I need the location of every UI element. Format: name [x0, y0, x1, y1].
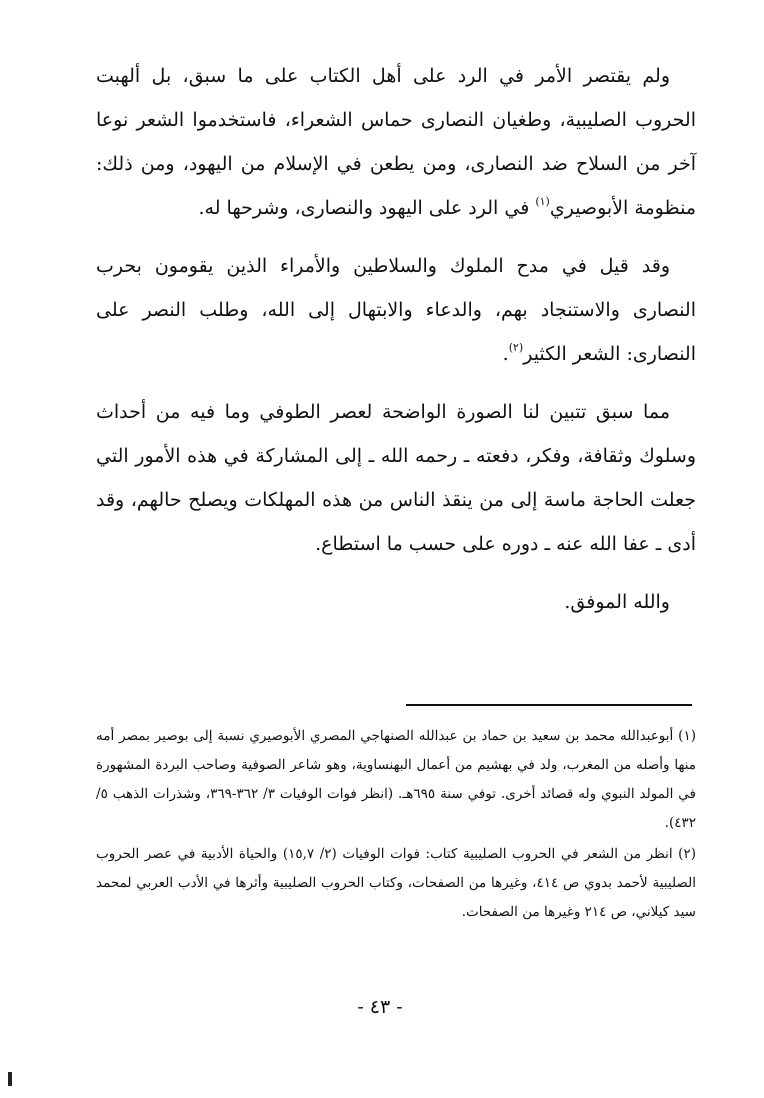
footnotes: [96, 722, 696, 929]
main-text: [96, 54, 696, 624]
paragraph-2: [96, 244, 696, 376]
footnote-ref-2: (٢): [508, 340, 524, 354]
footnote-1: (١) أبوعبدالله محمد بن سعيد بن حماد بن عبدالله الصنهاجي المصري الأبوصيري نسبة إلى بوصير بمصر أمه منها وأصله من المغرب، ولد في بهشيم من أعمال البهنساوية، وهو شاعر الصوفية وصاحب البردة المشهورة في المولد النبوي وله قصائد أخرى. توفي سنة ٦٩٥هـ. (انظر فوات الوفيات ٣/ ٣٦٢-٣٦٩، وشذرات الذهب ٥/ ٤٣٢).: [96, 728, 697, 831]
paragraph-2-text: وقد قيل في مدح الملوك والسلاطين والأمراء الذين يقومون بحرب النصارى والاستنجاد بهم، والدعاء والابتهال إلى الله، وطلب النصر على النصارى: الشعر الكثير: [96, 255, 696, 365]
footnote-ref-1: (١): [535, 194, 550, 208]
paragraph-3: مما سبق تتبين لنا الصورة الواضحة لعصر الطوفي وما فيه من أحداث وسلوك وثقافة، وفكر، دفعته ـ رحمه الله ـ إلى المشاركة في هذه الأمور التي جعلت الحاجة ماسة إلى من ينقذ الناس من هذه المهلكات ويصلح حالهم، وقد أدى ـ عفا الله عنه ـ دوره على حسب ما استطاع.: [96, 401, 696, 555]
paragraph-1-text: ولم يقتصر الأمر في الرد على أهل الكتاب على ما سبق، بل ألهبت الحروب الصليبية، وطغيان النصارى حماس الشعراء، فاستخدموا الشعر نوعا آخر من السلاح ضد النصارى، ومن يطعن في الإسلام من اليهود، ومن ذلك: منظومة الأبوصيري: [96, 65, 696, 219]
scan-edge-mark: [8, 1072, 12, 1086]
paragraph-4: والله الموفق.: [564, 591, 670, 613]
paragraph-1-end: في الرد على اليهود والنصارى، وشرحها له.: [198, 197, 536, 219]
footnote-2: (٢) انظر من الشعر في الحروب الصليبية كتاب: فوات الوفيات (٢/ ١٥,٧) والحياة الأدبية في عصر الحروب الصليبية لأحمد بدوي ص ٤١٤، وغيرها من الصفحات، وكتاب الحروب الصليبية وأثرها في الأدب العربي لمحمد سيد كيلاني، ص ٢١٤ وغيرها من الصفحات.: [96, 846, 696, 920]
page-number: - ٤٣ -: [357, 996, 403, 1018]
paragraph-1: [96, 54, 696, 230]
paragraph-2-end: .: [502, 343, 509, 365]
footnote-divider: [406, 704, 692, 706]
